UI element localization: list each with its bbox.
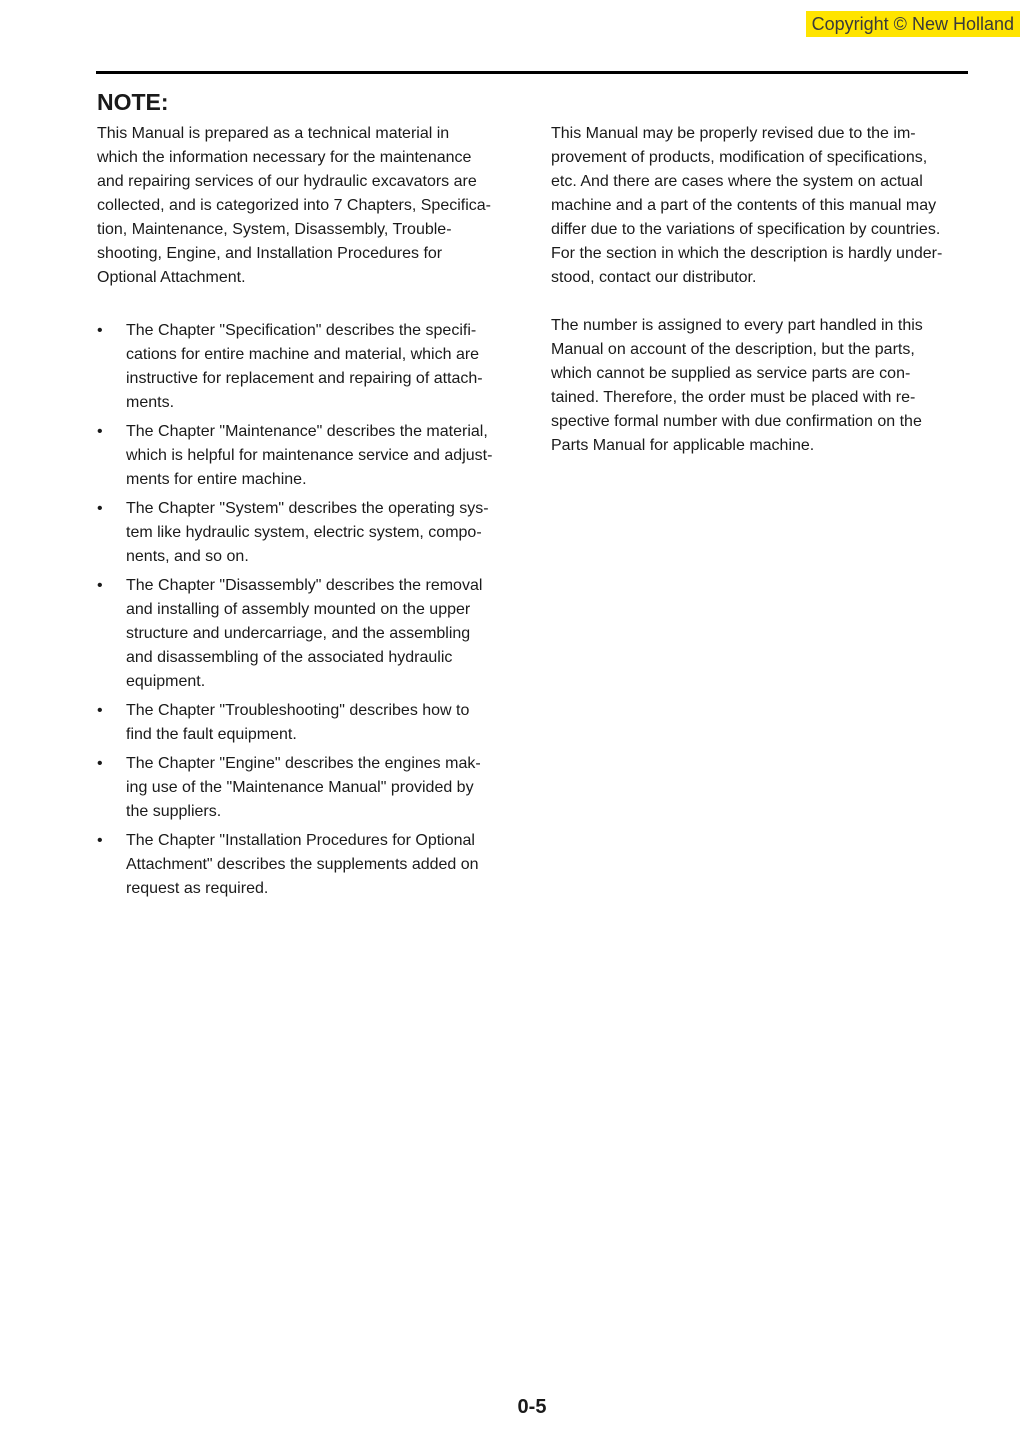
chapter-item-text: The Chapter "Troubleshooting" describes how to find the fault equipment. xyxy=(126,702,470,743)
revision-paragraph: This Manual may be properly revised due to the im- provement of products, modification of specifications, etc. And there are cases where the system on actual machine and a part of the contents of this manual may differ due to the variations of specification by countries. For the section in which the description is hardly under- stood, contact our distributor. xyxy=(551,125,943,286)
chapter-item-text: The Chapter "System" describes the operating sys- tem like hydraulic system, electric system, compo- nents, and so on. xyxy=(126,500,489,565)
header-rule xyxy=(96,71,968,74)
bullet-icon: • xyxy=(97,755,103,772)
page-number: 0-5 xyxy=(517,1396,547,1418)
chapter-item-engine xyxy=(97,752,515,824)
chapter-item-text: The Chapter "Specification" describes the specifi- cations for entire machine and material, which are instructive for replacement and repairing of attach- ments. xyxy=(126,322,483,411)
bullet-icon: • xyxy=(97,500,103,517)
chapter-item-disassembly xyxy=(97,574,515,694)
chapter-item-system xyxy=(97,497,515,569)
note-title: NOTE: xyxy=(97,89,169,115)
right-column xyxy=(551,122,969,458)
chapter-item-text: The Chapter "Engine" describes the engines mak- ing use of the "Maintenance Manual" provided by the suppliers. xyxy=(126,755,481,820)
chapter-item-troubleshooting xyxy=(97,699,515,747)
chapter-item-text: The Chapter "Disassembly" describes the removal and installing of assembly mounted on the upper structure and undercarriage, and the assembling and disassembling of the associated hydraulic equipment. xyxy=(126,577,483,690)
intro-paragraph: This Manual is prepared as a technical material in which the information necessary for the maintenance and repairing services of our hydraulic excavators are collected, and is categorized into 7 Chapters, Specifica- tion, Maintenance, System, Disassembly, Trouble- shooting, Engine, and Installation Procedures for Optional Attachment. xyxy=(97,125,491,286)
parts-number-paragraph: The number is assigned to every part handled in this Manual on account of the description, but the parts, which cannot be supplied as service parts are con- tained. Therefore, the order must be placed with re- spective formal number with due confirmation on the Parts Manual for applicable machine. xyxy=(551,317,923,454)
bullet-icon: • xyxy=(97,832,103,849)
chapter-item-maintenance xyxy=(97,420,515,492)
chapter-list xyxy=(97,319,515,901)
copyright-badge: Copyright © New Holland xyxy=(806,11,1020,37)
bullet-icon: • xyxy=(97,423,103,440)
chapter-item-installation xyxy=(97,829,515,901)
left-column xyxy=(97,122,515,906)
chapter-item-text: The Chapter "Installation Procedures for Optional Attachment" describes the supplements added on request as required. xyxy=(126,832,479,897)
bullet-icon: • xyxy=(97,577,103,594)
chapter-item-text: The Chapter "Maintenance" describes the material, which is helpful for maintenance service and adjust- ments for entire machine. xyxy=(126,423,493,488)
bullet-icon: • xyxy=(97,322,103,339)
bullet-icon: • xyxy=(97,702,103,719)
chapter-item-specification xyxy=(97,319,515,415)
